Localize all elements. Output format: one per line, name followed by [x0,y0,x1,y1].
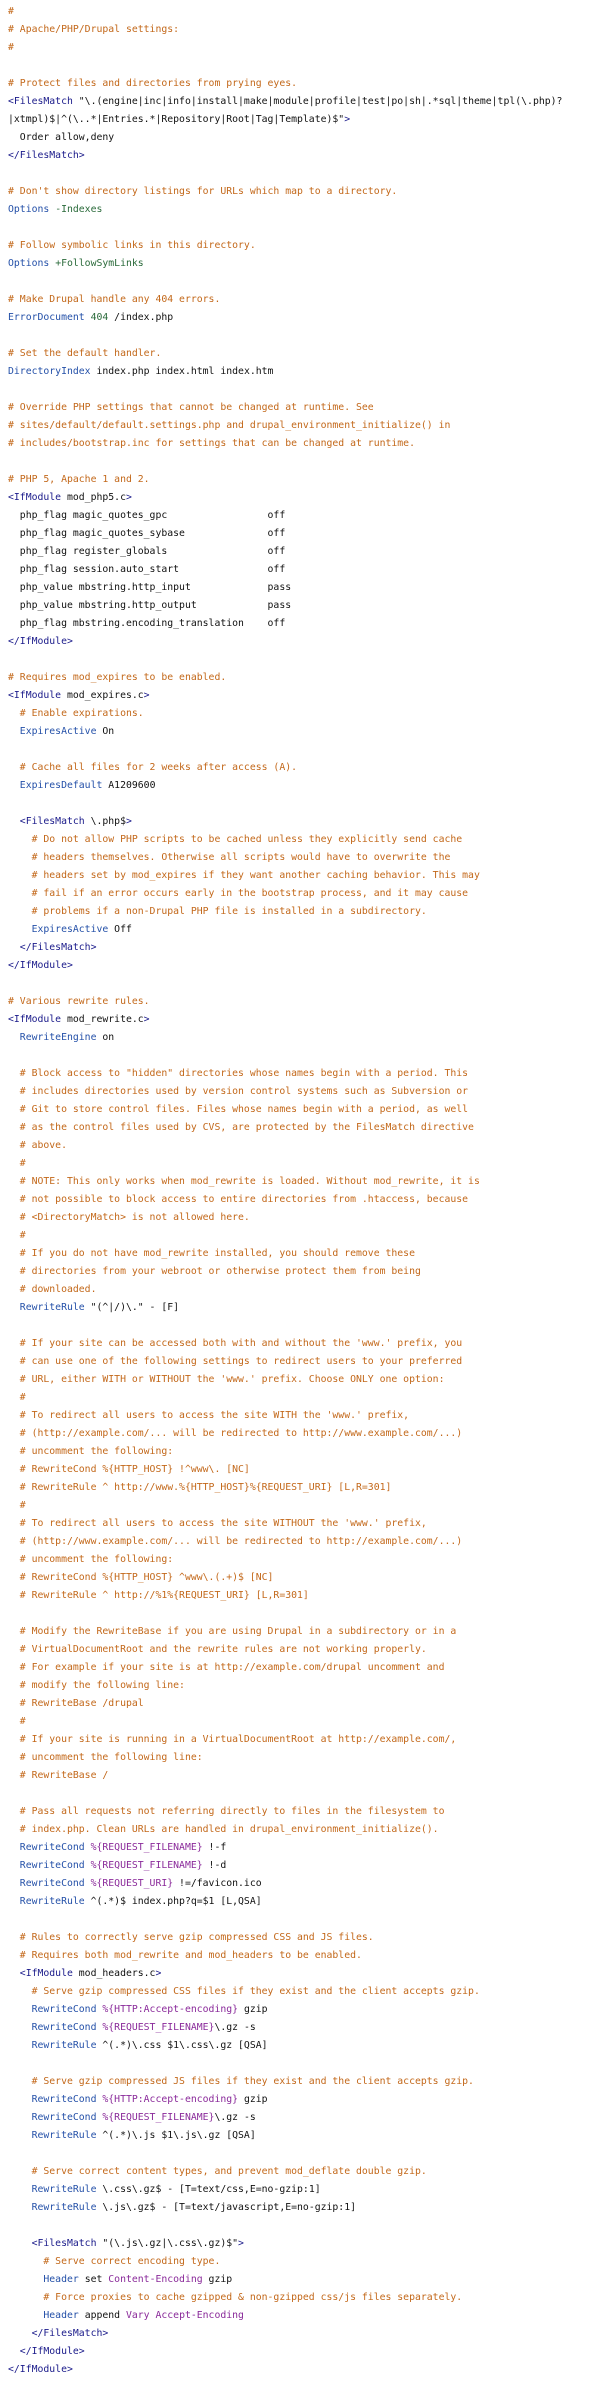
code-line [8,2235,600,2253]
code-line [8,1659,600,1677]
code-token: %{REQUEST_URI} [90,1878,174,1889]
code-token: # For example if your site is at http://example.com/drupal uncomment and [8,1662,445,1673]
code-line [8,1101,600,1119]
code-token: # Modify the RewriteBase if you are using Drupal in a subdirectory or in a [8,1626,457,1637]
code-token: # can use one of the following settings to redirect users to your preferred [8,1356,463,1367]
code-line [8,363,600,381]
code-line [8,813,600,831]
code-token: ^(.*)\.css $1\.css\.gz [QSA] [102,2040,268,2051]
code-line [8,399,600,417]
code-token: RewriteRule [8,1896,91,1907]
code-token: # RewriteCond %{HTTP_HOST} ^www\.(.+)$ [NC] [8,1572,274,1583]
code-line [8,93,600,111]
code-token: > [155,1968,162,1979]
code-token: \.php$ [90,816,126,827]
code-token: <IfModule [8,1968,79,1979]
code-token: # RewriteCond %{HTTP_HOST} !^www\. [NC] [8,1464,250,1475]
code-token: # Requires mod_expires to be enabled. [8,672,227,683]
code-token: # directories from your webroot or otherwise protect them from being [8,1266,421,1277]
code-line [8,957,600,975]
code-token: > [143,690,150,701]
code-token: # Don't show directory listings for URLs which map to a directory. [8,186,398,197]
code-token: <IfModule [8,1014,67,1025]
code-token: \.gz -s [214,2112,256,2123]
code-line [8,1911,600,1929]
code-token: RewriteRule [8,2040,103,2051]
code-token: RewriteCond [8,2094,103,2105]
code-token: </FilesMatch> [8,2328,109,2339]
code-token: <FilesMatch [8,816,91,827]
code-line [8,633,600,651]
code-token: <IfModule [8,492,67,503]
code-line [8,1785,600,1803]
code-line [8,2307,600,2325]
code-line [8,1605,600,1623]
code-token: set [84,2274,109,2285]
code-line [8,1281,600,1299]
code-line [8,2091,600,2109]
code-line [8,993,600,1011]
code-token: # problems if a non-Drupal PHP file is installed in a subdirectory. [8,906,427,917]
code-token: -Indexes [55,204,103,215]
code-token: 404 [90,312,109,323]
code-token: index.php index.html index.htm [96,366,274,377]
code-line [8,1155,600,1173]
code-token: Options [8,258,56,269]
code-line [8,435,600,453]
code-line [8,129,600,147]
code-token: # VirtualDocumentRoot and the rewrite rules are not working properly. [8,1644,427,1655]
code-token: php_value mbstring.http_output pass [8,600,292,611]
code-token: Order allow,deny [8,132,115,143]
code-line [8,1533,600,1551]
code-token: <FilesMatch [8,2238,103,2249]
code-token: \.gz -s [214,2022,256,2033]
code-token: </IfModule> [8,960,73,971]
code-token: # as the control files used by CVS, are protected by the FilesMatch directive [8,1122,474,1133]
code-token: %{REQUEST_FILENAME} [90,1860,203,1871]
code-line [8,885,600,903]
code-line [8,2343,600,2361]
code-line [8,219,600,237]
code-token: append [84,2310,126,2321]
code-token: Content-Encoding [108,2274,203,2285]
code-line [8,1947,600,1965]
code-line [8,1443,600,1461]
code-token: Off [114,924,132,935]
code-token: RewriteRule [8,1302,91,1313]
code-token: /index.php [108,312,174,323]
code-line [8,597,600,615]
code-line [8,1245,600,1263]
code-token: # uncomment the following: [8,1446,174,1457]
code-token: \.js\.gz$ - [T=text/javascript,E=no-gzip:1] [102,2202,356,2213]
code-token: # PHP 5, Apache 1 and 2. [8,474,150,485]
code-token: > [238,2238,244,2249]
code-token: # <DirectoryMatch> is not allowed here. [8,1212,250,1223]
code-token: %{HTTP:Accept-encoding} [102,2004,239,2015]
code-token: > [125,816,132,827]
code-token: Vary Accept-Encoding [125,2310,244,2321]
code-token: +FollowSymLinks [55,258,144,269]
code-token: RewriteCond [8,2022,103,2033]
code-token: gzip [238,2004,268,2015]
code-token: on [102,1032,115,1043]
code-token: # above. [8,1140,67,1151]
code-line [8,1731,600,1749]
code-line [8,1119,600,1137]
code-token: </FilesMatch> [8,942,97,953]
code-token: > [143,1014,150,1025]
code-token: # (http://www.example.com/... will be redirected to http://example.com/...) [8,1536,463,1547]
code-line [8,615,600,633]
code-line [8,273,600,291]
code-token: # [8,6,14,17]
code-line [8,1893,600,1911]
code-line [8,2361,600,2379]
code-line [8,2019,600,2037]
code-token: mod_rewrite.c [66,1014,144,1025]
code-line [8,777,600,795]
code-token: php_flag register_globals off [8,546,286,557]
code-token: # [8,1716,26,1727]
code-token: ErrorDocument [8,312,91,323]
code-line [8,165,600,183]
code-line [8,1047,600,1065]
code-line [8,741,600,759]
code-token: php_flag mbstring.encoding_translation off [8,618,286,629]
code-token: ^(.*)\.js $1\.js\.gz [QSA] [102,2130,256,2141]
code-token: # [8,1230,26,1241]
code-line [8,471,600,489]
code-line [8,1083,600,1101]
code-line [8,1857,600,1875]
code-token: !-f [202,1842,227,1853]
code-line [8,147,600,165]
code-line [8,687,600,705]
code-token: # Requires both mod_rewrite and mod_headers to be enabled. [8,1950,362,1961]
code-line [8,1317,600,1335]
code-token: # downloaded. [8,1284,97,1295]
code-token: RewriteCond [8,1878,91,1889]
code-token: > [125,492,132,503]
code-line [8,561,600,579]
code-line [8,345,600,363]
code-line [8,1929,600,1947]
code-token: mod_php5.c [66,492,126,503]
code-line [8,1839,600,1857]
code-line [8,1227,600,1245]
code-token: RewriteRule [8,2130,103,2141]
code-line [8,1983,600,2001]
code-line [8,2055,600,2073]
code-line [8,1263,600,1281]
code-token: # [8,1500,26,1511]
code-token: mod_headers.c [78,1968,156,1979]
code-token: ^(.*)$ index.php?q=$1 [L,QSA] [90,1896,262,1907]
code-token: > [344,114,351,125]
code-token: # Git to store control files. Files whose names begin with a period, as well [8,1104,469,1115]
code-line [8,291,600,309]
code-line [8,237,600,255]
code-line [8,831,600,849]
code-line [8,111,600,129]
code-line [8,1137,600,1155]
code-token: # [8,1392,26,1403]
code-line [8,1389,600,1407]
code-token: # fail if an error occurs early in the bootstrap process, and it may cause [8,888,469,899]
code-token: # If your site can be accessed both with and without the 'www.' prefix, you [8,1338,463,1349]
code-token: RewriteCond [8,1860,91,1871]
code-line [8,2163,600,2181]
code-token: RewriteCond [8,2004,103,2015]
code-line [8,3,600,21]
code-token: Header [8,2310,85,2321]
code-token: RewriteRule [8,2184,103,2195]
code-line [8,2073,600,2091]
code-line [8,651,600,669]
code-line [8,2217,600,2235]
code-line [8,669,600,687]
code-token: # Serve gzip compressed CSS files if they exist and the client accepts gzip. [8,1986,480,1997]
code-token: # (http://example.com/... will be redirected to http://www.example.com/...) [8,1428,463,1439]
code-token: # Make Drupal handle any 404 errors. [8,294,221,305]
code-line [8,1803,600,1821]
code-line [8,1623,600,1641]
code-line [8,57,600,75]
code-token: # includes directories used by version control systems such as Subversion or [8,1086,469,1097]
code-token: \.css\.gz$ - [T=text/css,E=no-gzip:1] [102,2184,321,2195]
code-token: "\.(engine|inc|info|install|make|module|profile|test|po|sh|.*sql|theme|tpl(\.php)? [78,96,563,107]
code-line [8,39,600,57]
code-token: # Serve correct encoding type. [8,2256,221,2267]
code-line [8,309,600,327]
code-line [8,1875,600,1893]
code-line [8,975,600,993]
code-line [8,1353,600,1371]
code-token: RewriteCond [8,2112,103,2123]
code-line [8,2253,600,2271]
code-token: # If your site is running in a VirtualDocumentRoot at http://example.com/, [8,1734,457,1745]
code-line [8,507,600,525]
code-token: php_flag magic_quotes_sybase off [8,528,286,539]
code-line [8,2037,600,2055]
code-line [8,2127,600,2145]
code-line [8,2325,600,2343]
code-token: # Pass all requests not referring directly to files in the filesystem to [8,1806,445,1817]
code-line [8,1407,600,1425]
code-line [8,543,600,561]
code-line [8,1299,600,1317]
code-token: # Block access to "hidden" directories whose names begin with a period. This [8,1068,469,1079]
code-line [8,2289,600,2307]
code-token: # modify the following line: [8,1680,185,1691]
code-token: # Serve gzip compressed JS files if they exist and the client accepts gzip. [8,2076,474,2087]
code-line [8,1173,600,1191]
code-line [8,1767,600,1785]
code-line [8,1713,600,1731]
code-token: "(^|/)\." - [F] [90,1302,180,1313]
code-line [8,21,600,39]
code-line [8,2271,600,2289]
code-line [8,1461,600,1479]
code-line [8,1587,600,1605]
code-line [8,579,600,597]
code-token: # includes/bootstrap.inc for settings that can be changed at runtime. [8,438,415,449]
code-line [8,795,600,813]
code-token: # Override PHP settings that cannot be changed at runtime. See [8,402,374,413]
code-token: "(\.js\.gz|\.css\.gz)$" [102,2238,239,2249]
code-line [8,255,600,273]
code-token: On [102,726,115,737]
code-line [8,1821,600,1839]
code-token: # [8,1158,26,1169]
code-token: # index.php. Clean URLs are handled in drupal_environment_initialize(). [8,1824,439,1835]
code-token: # headers themselves. Otherwise all scripts would have to overwrite the [8,852,451,863]
code-token: # URL, either WITH or WITHOUT the 'www.' prefix. Choose ONLY one option: [8,1374,445,1385]
code-line [8,417,600,435]
code-line [8,759,600,777]
code-token: # Force proxies to cache gzipped & non-gzipped css/js files separately. [8,2292,463,2303]
code-line [8,1065,600,1083]
code-line [8,1551,600,1569]
code-line [8,327,600,345]
code-token: </IfModule> [8,2346,85,2357]
code-token: DirectoryIndex [8,366,97,377]
code-token: !-d [202,1860,227,1871]
code-line [8,1425,600,1443]
code-line [8,75,600,93]
code-token: # Rules to correctly serve gzip compressed CSS and JS files. [8,1932,374,1943]
code-token: </IfModule> [8,636,73,647]
code-token: |xtmpl)$|^(\..*|Entries.*|Repository|Root|Tag|Template)$" [8,114,345,125]
code-line [8,867,600,885]
code-line [8,939,600,957]
code-line [8,921,600,939]
code-line [8,1641,600,1659]
code-token: # RewriteBase /drupal [8,1698,144,1709]
code-token: # If you do not have mod_rewrite installed, you should remove these [8,1248,415,1259]
code-line [8,1569,600,1587]
code-line [8,723,600,741]
code-token: # Enable expirations. [8,708,144,719]
code-token: # Protect files and directories from prying eyes. [8,78,298,89]
code-token: # Do not allow PHP scripts to be cached unless they explicitly send cache [8,834,463,845]
code-token: php_value mbstring.http_input pass [8,582,292,593]
code-line [8,1371,600,1389]
code-line [8,381,600,399]
code-line [8,525,600,543]
code-token: # not possible to block access to entire directories from .htaccess, because [8,1194,469,1205]
code-token: <FilesMatch [8,96,79,107]
code-token: php_flag magic_quotes_gpc off [8,510,286,521]
code-token: ExpiresDefault [8,780,109,791]
code-line [8,903,600,921]
code-line [8,705,600,723]
code-token: %{REQUEST_FILENAME} [102,2022,215,2033]
code-token: ExpiresActive [8,726,103,737]
code-token: %{HTTP:Accept-encoding} [102,2094,239,2105]
code-line [8,201,600,219]
code-token: # Serve correct content types, and prevent mod_deflate double gzip. [8,2166,427,2177]
code-token: # Follow symbolic links in this directory. [8,240,256,251]
code-line [8,1191,600,1209]
code-line [8,2145,600,2163]
code-line [8,1479,600,1497]
code-line [8,1497,600,1515]
code-token: Header [8,2274,85,2285]
code-line [8,1965,600,1983]
code-token: # Various rewrite rules. [8,996,150,1007]
code-line [8,2181,600,2199]
code-token: </FilesMatch> [8,150,85,161]
code-token: php_flag session.auto_start off [8,564,286,575]
code-token: !=/favicon.ico [173,1878,262,1889]
code-line [8,1011,600,1029]
code-token: # Set the default handler. [8,348,162,359]
code-line [8,849,600,867]
code-token: gzip [202,2274,233,2285]
code-token: Options [8,204,56,215]
code-line [8,489,600,507]
code-token: </IfModule> [8,2364,73,2375]
code-token: %{REQUEST_FILENAME} [102,2112,215,2123]
code-token: A1209600 [108,780,156,791]
code-token: RewriteCond [8,1842,91,1853]
code-token: # sites/default/default.settings.php and drupal_environment_initialize() in [8,420,451,431]
code-token: # NOTE: This only works when mod_rewrite is loaded. Without mod_rewrite, it is [8,1176,480,1187]
code-token: mod_expires.c [66,690,144,701]
code-token: # Apache/PHP/Drupal settings: [8,24,180,35]
code-token: # Cache all files for 2 weeks after access (A). [8,762,298,773]
code-token: # RewriteRule ^ http://%1%{REQUEST_URI} [L,R=301] [8,1590,309,1601]
code-line [8,1515,600,1533]
code-line [8,183,600,201]
code-token: %{REQUEST_FILENAME} [90,1842,203,1853]
code-line [8,2001,600,2019]
code-token: <IfModule [8,690,67,701]
code-line [8,453,600,471]
code-token: RewriteEngine [8,1032,103,1043]
code-line [8,1677,600,1695]
code-line [8,1749,600,1767]
code-token: # uncomment the following line: [8,1752,203,1763]
code-line [8,1029,600,1047]
code-token: # To redirect all users to access the site WITH the 'www.' prefix, [8,1410,410,1421]
code-token: ExpiresActive [8,924,115,935]
code-token: # headers set by mod_expires if they want another caching behavior. This may [8,870,480,881]
code-line [8,1695,600,1713]
code-token: RewriteRule [8,2202,103,2213]
code-token: # [8,42,14,53]
code-line [8,2109,600,2127]
code-line [8,1335,600,1353]
code-token: # RewriteRule ^ http://www.%{HTTP_HOST}%{REQUEST_URI} [L,R=301] [8,1482,392,1493]
code-token: gzip [238,2094,268,2105]
code-token: # uncomment the following: [8,1554,174,1565]
code-line [8,1209,600,1227]
code-token: # To redirect all users to access the site WITHOUT the 'www.' prefix, [8,1518,427,1529]
code-token: # RewriteBase / [8,1770,109,1781]
code-line [8,2199,600,2217]
